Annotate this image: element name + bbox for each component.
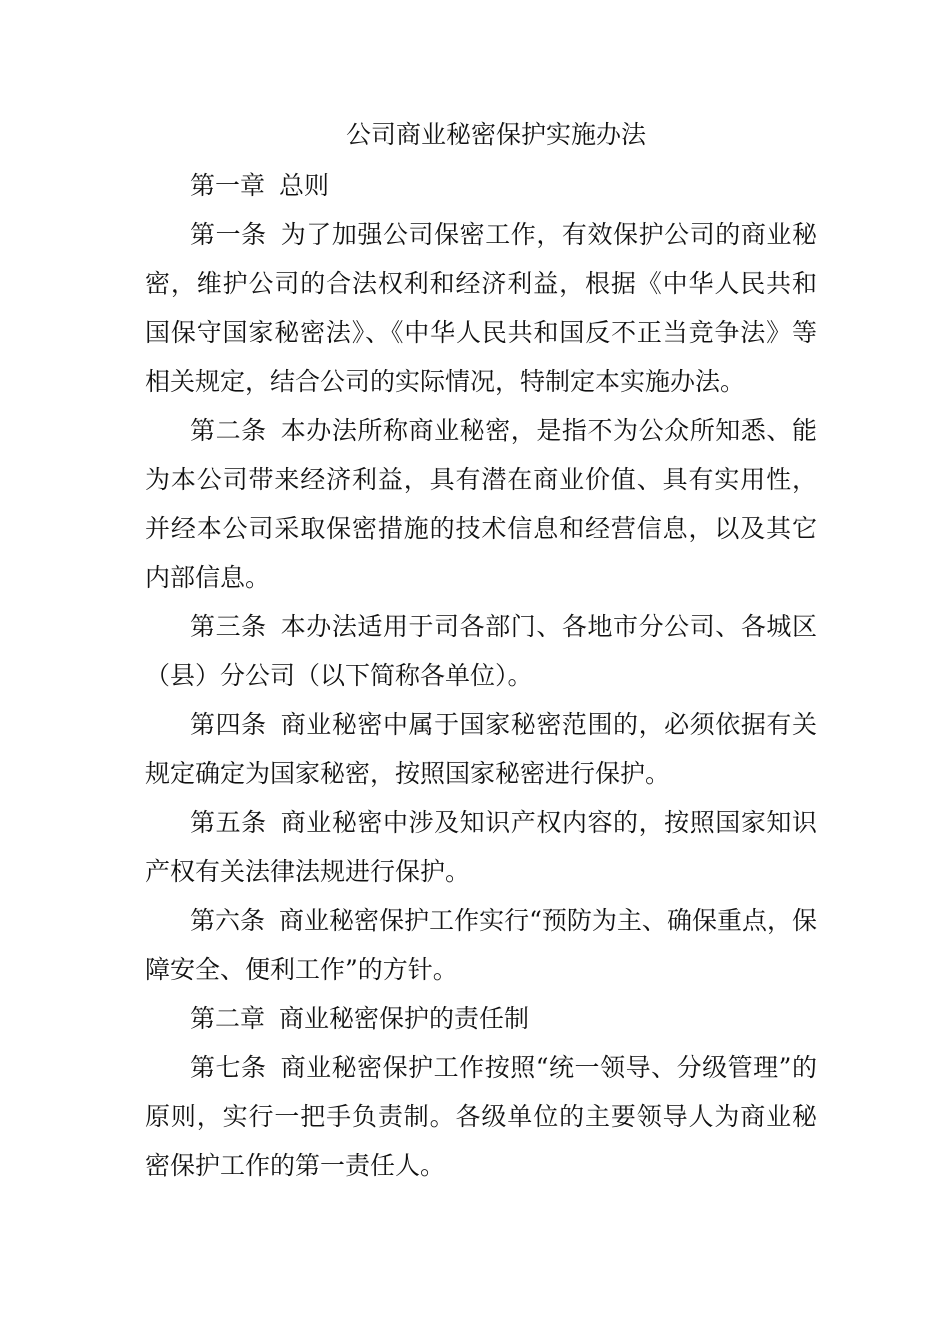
chapter-1-title: 总则 <box>279 171 330 200</box>
document-body <box>145 113 817 1190</box>
article-7-label: 第七条 <box>190 1053 267 1082</box>
article-6 <box>145 896 817 994</box>
article-2-text: 本办法所称商业秘密，是指不为公众所知悉、能为本公司带来经济利益，具有潜在商业价值、具有实用性，并经本公司采取保密措施的技术信息和经营信息，以及其它内部信息。 <box>145 416 817 592</box>
article-5-label: 第五条 <box>190 808 267 837</box>
article-4 <box>145 700 817 798</box>
article-1-text: 为了加强公司保密工作，有效保护公司的商业秘密，维护公司的合法权利和经济利益，根据《中华人民共和国保守国家秘密法》、《中华人民共和国反不正当竞争法》等相关规定，结合公司的实际情况，特制定本实施办法。 <box>145 220 817 396</box>
article-3 <box>145 602 817 700</box>
article-6-text: 商业秘密保护工作实行“预防为主、确保重点，保障安全、便利工作”的方针。 <box>145 906 817 984</box>
article-2-label: 第二条 <box>190 416 267 445</box>
chapter-2-title: 商业秘密保护的责任制 <box>279 1004 530 1033</box>
article-4-text: 商业秘密中属于国家秘密范围的，必须依据有关规定确定为国家秘密，按照国家秘密进行保护。 <box>145 710 817 788</box>
chapter-2-heading <box>145 994 817 1043</box>
article-6-label: 第六条 <box>190 906 266 935</box>
document-title: 公司商业秘密保护实施办法 <box>345 120 646 149</box>
chapter-1-label: 第一章 <box>190 171 266 200</box>
article-3-text: 本办法适用于司各部门、各地市分公司、各城区（县）分公司（以下简称各单位）。 <box>145 612 817 690</box>
article-2 <box>145 406 817 602</box>
article-7 <box>145 1043 817 1190</box>
article-4-label: 第四条 <box>190 710 267 739</box>
article-1 <box>145 210 817 406</box>
article-5-text: 商业秘密中涉及知识产权内容的，按照国家知识产权有关法律法规进行保护。 <box>145 808 817 886</box>
article-1-label: 第一条 <box>190 220 267 249</box>
chapter-1-heading <box>145 161 817 210</box>
chapter-2-label: 第二章 <box>190 1004 266 1033</box>
article-5 <box>145 798 817 896</box>
article-3-label: 第三条 <box>190 612 267 641</box>
article-7-text: 商业秘密保护工作按照“统一领导、分级管理”的原则，实行一把手负责制。各级单位的主要领导人为商业秘密保护工作的第一责任人。 <box>145 1053 817 1180</box>
